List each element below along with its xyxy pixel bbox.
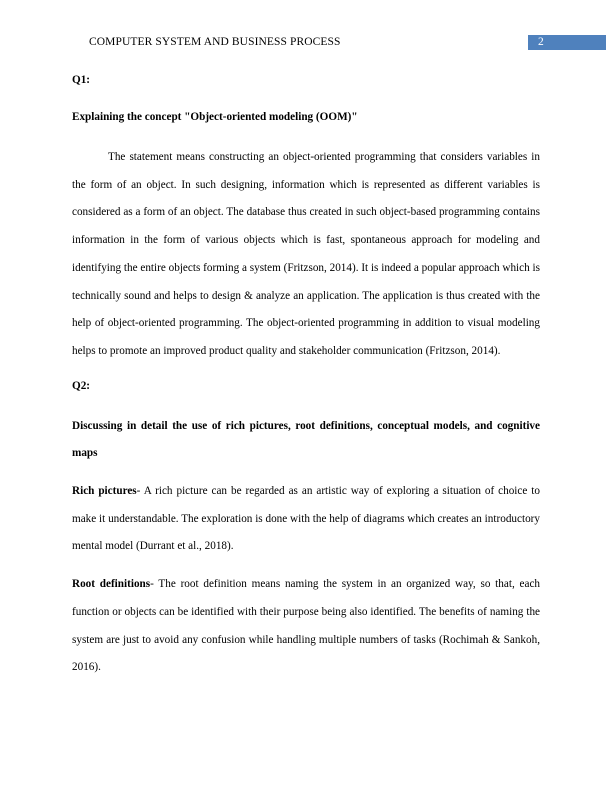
root-definitions-text: - The root definition means naming the system in an organized way, so that, each function or objects can be identified with their purpose being also identified. The benefits of naming the system are just to avoid any confusion while handling multiple numbers of tasks (Rochimah & Sankoh, 2016). <box>72 578 541 674</box>
rich-pictures-term: Rich pictures <box>72 485 137 498</box>
root-definitions-term: Root definitions <box>72 578 151 591</box>
root-definitions-paragraph <box>72 571 540 682</box>
q1-paragraph: The statement means constructing an object-oriented programming that considers variables in the form of an object. In such designing, information which is represented as different variables is considered as a form of an object. The database thus created in such object-based programming contains information in the form of various objects which is fast, spontaneous approach for modeling and identifying the entire objects forming a system (Fritzson, 2014). It is indeed a popular approach which is technically sound and helps to design & analyze an application. The application is thus created with the help of object-oriented programming. The object-oriented programming in addition to visual modeling helps to promote an improved product quality and stakeholder communication (Fritzson, 2014). <box>72 151 540 357</box>
rich-pictures-text: - A rich picture can be regarded as an artistic way of exploring a situation of choice to make it understandable. The exploration is done with the help of diagrams which creates an introductory mental model (Durrant et al., 2018). <box>72 485 540 553</box>
page-number-box <box>528 35 606 50</box>
q2-heading: Discussing in detail the use of rich pictures, root definitions, conceptual models, and cognitive maps <box>72 419 540 460</box>
rich-pictures-paragraph <box>72 478 540 561</box>
page-number: 2 <box>538 36 544 48</box>
document-body <box>72 70 540 692</box>
q2-label: Q2: <box>72 379 91 392</box>
q1-label: Q1: <box>72 74 91 86</box>
q1-heading: Explaining the concept "Object-oriented modeling (OOM)" <box>72 111 358 123</box>
running-header-title: COMPUTER SYSTEM AND BUSINESS PROCESS <box>89 36 341 48</box>
